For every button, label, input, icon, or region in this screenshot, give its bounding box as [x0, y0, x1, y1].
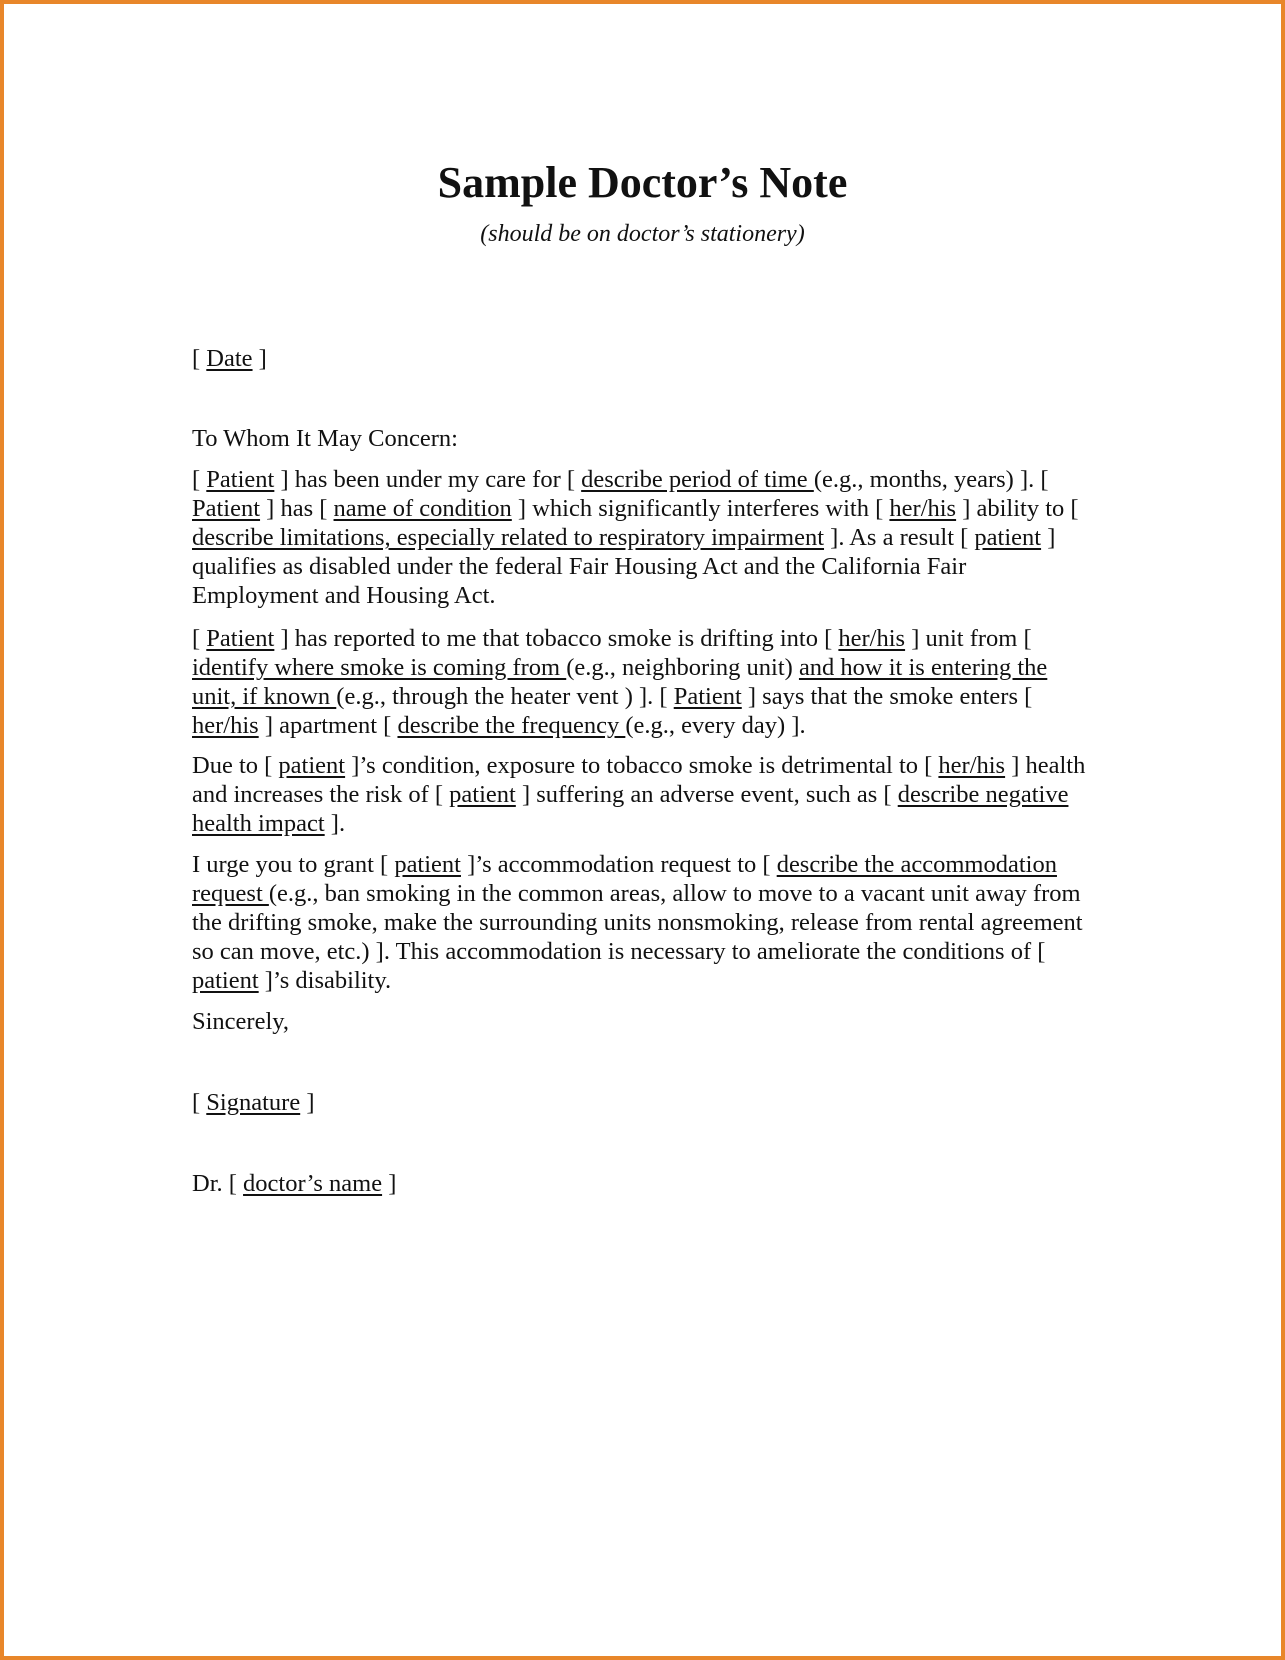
smoke-entry-placeholder: and how it is entering the unit, if known — [192, 654, 1048, 710]
paragraph-accommodation — [192, 850, 1092, 995]
frequency-placeholder: describe the frequency — [397, 712, 626, 739]
text-run: ] which significantly interferes with [ — [511, 495, 890, 522]
text-run: ]’s condition, exposure to tobacco smoke is detrimental to [ — [345, 752, 939, 779]
pronoun-placeholder: her/his — [192, 712, 259, 739]
page-title: Sample Doctor’s Note — [437, 158, 848, 207]
health-impact-placeholder: describe negative health impact — [192, 781, 1069, 837]
text-run: ] ability to [ — [956, 495, 1079, 522]
date-open: [ — [192, 345, 207, 372]
text-run: ] has reported to me that tobacco smoke is drifting into [ — [274, 625, 839, 652]
date-close: ] — [252, 345, 267, 372]
text-run: [ — [192, 625, 207, 652]
paragraph-condition — [192, 465, 1092, 610]
pronoun-placeholder: her/his — [938, 752, 1006, 779]
text-run: ] unit from [ — [905, 625, 1032, 652]
text-run: (e.g., ban smoking in the common areas, allow to move to a vacant unit away from the drifting smoke, make the surrounding units nonsmoking, release from rental agreement so can move, etc.) ]. This accommodation is necessary to ameliorate the conditions of [ — [192, 880, 1083, 965]
text-run: I urge you to grant [ — [192, 851, 395, 878]
text-run: ] — [382, 1170, 397, 1197]
page-subtitle: (should be on doctor’s stationery) — [480, 221, 805, 247]
patient-placeholder: patient — [449, 781, 516, 808]
text-run: ]’s disability. — [258, 967, 392, 994]
text-run: ]’s accommodation request to [ — [460, 851, 777, 878]
text-run: ] has [ — [260, 495, 334, 522]
signature-line — [192, 1088, 1092, 1117]
date-placeholder: Date — [206, 345, 253, 372]
salutation: To Whom It May Concern: — [192, 425, 458, 452]
text-run: [ — [192, 1089, 207, 1116]
patient-placeholder: Patient — [206, 466, 275, 493]
text-run: [ — [192, 466, 207, 493]
text-run: (e.g., months, years) ]. [ — [813, 466, 1049, 493]
pronoun-placeholder: her/his — [838, 625, 906, 652]
date-line — [192, 344, 1092, 373]
patient-placeholder: Patient — [192, 495, 261, 522]
text-run: (e.g., every day) ]. — [625, 712, 806, 739]
text-run: ] — [300, 1089, 315, 1116]
text-run: (e.g., neighboring unit) — [566, 654, 799, 681]
text-run: ] has been under my care for [ — [274, 466, 582, 493]
patient-placeholder: Patient — [673, 683, 742, 710]
patient-placeholder: patient — [394, 851, 461, 878]
patient-placeholder: Patient — [206, 625, 275, 652]
condition-placeholder: name of condition — [333, 495, 512, 522]
limitations-placeholder: describe limitations, especially related to respiratory impairment — [192, 524, 825, 551]
period-placeholder: describe period of time — [581, 466, 814, 493]
patient-placeholder: patient — [278, 752, 346, 779]
request-placeholder: describe the accommodation request — [192, 851, 1057, 907]
text-run: (e.g., through the heater vent ) ]. [ — [336, 683, 674, 710]
text-run: Dr. [ — [192, 1170, 244, 1197]
text-run: ] suffering an adverse event, such as [ — [515, 781, 898, 808]
text-run: ] says that the smoke enters [ — [741, 683, 1033, 710]
smoke-source-placeholder: identify where smoke is coming from — [192, 654, 567, 681]
patient-placeholder: patient — [974, 524, 1042, 551]
text-run: ] apartment [ — [258, 712, 398, 739]
patient-placeholder: patient — [192, 967, 259, 994]
paragraph-health-risk — [192, 751, 1092, 838]
text-run: ] health and increases the risk of [ — [192, 752, 1086, 808]
text-run: Due to [ — [192, 752, 279, 779]
doctor-name-placeholder: doctor’s name — [243, 1170, 383, 1197]
text-run: ]. — [324, 810, 346, 837]
closing: Sincerely, — [192, 1008, 290, 1035]
text-run: ] qualifies as disabled under the federal Fair Housing Act and the California Fair Employment and Housing Act. — [192, 524, 1056, 609]
pronoun-placeholder: her/his — [889, 495, 957, 522]
text-run: ]. As a result [ — [824, 524, 975, 551]
signature-placeholder: Signature — [206, 1089, 301, 1116]
doctor-name-line — [192, 1169, 1092, 1198]
paragraph-smoke-report — [192, 624, 1092, 740]
